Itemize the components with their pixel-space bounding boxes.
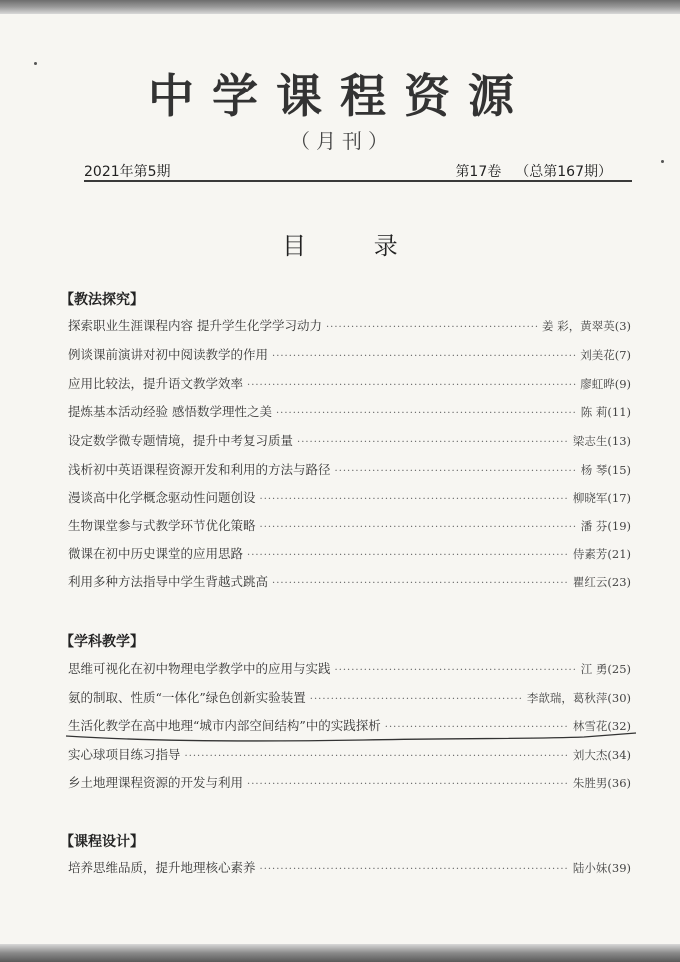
entry-author: 侍素芳(21) — [572, 547, 631, 561]
scan-speck — [661, 160, 664, 163]
entry-author: 林雪花(32) — [572, 719, 631, 733]
entry-title: 培养思维品质，提升地理核心素养 — [68, 860, 256, 875]
toc-entry[interactable] — [68, 374, 631, 392]
entry-author: 廖虹晔(9) — [580, 377, 631, 391]
toc-entry[interactable] — [68, 659, 631, 677]
entry-title: 利用多种方法指导中学生背越式跳高 — [68, 574, 269, 589]
toc-entry[interactable] — [68, 402, 631, 420]
toc-entry[interactable] — [68, 316, 631, 334]
entry-author: 李歆瑞，葛秋萍(30) — [526, 691, 631, 705]
leader-dots — [272, 351, 576, 362]
entry-title: 漫谈高中化学概念驱动性问题创设 — [68, 490, 256, 505]
leader-dots — [185, 751, 569, 762]
entry-author: 刘大杰(34) — [572, 748, 631, 762]
toc-entry[interactable] — [68, 431, 631, 449]
entry-title: 生物课堂参与式教学环节优化策略 — [68, 518, 256, 533]
toc-entry[interactable] — [68, 716, 631, 734]
toc-entry[interactable] — [68, 460, 631, 478]
header-rule — [84, 180, 632, 182]
leader-dots — [247, 779, 569, 790]
leader-dots — [297, 437, 569, 448]
entry-title: 设定数学微专题情境，提升中考复习质量 — [68, 433, 294, 448]
scan-speck — [34, 62, 37, 65]
leader-dots — [326, 322, 538, 333]
toc-entry[interactable] — [68, 858, 631, 876]
toc-heading: 目 录 — [282, 232, 398, 260]
leader-dots — [385, 722, 569, 733]
leader-dots — [247, 550, 569, 561]
leader-dots — [310, 694, 523, 705]
entry-title: 实心球项目练习指导 — [68, 747, 181, 762]
entry-author: 杨 琴(15) — [580, 463, 631, 477]
entry-title: 应用比较法，提升语文教学效率 — [68, 376, 244, 391]
volume-info — [455, 161, 612, 181]
section-heading: 【课程设计】 — [60, 834, 144, 850]
scan-bottom-edge — [0, 944, 680, 962]
entry-author: 潘 芬(19) — [580, 519, 631, 533]
volume: 第17卷 — [455, 164, 502, 180]
leader-dots — [260, 522, 577, 533]
entry-author: 梁志生(13) — [572, 434, 631, 448]
journal-title: 中学课程资源 — [148, 69, 532, 123]
toc-entry[interactable] — [68, 745, 631, 763]
leader-dots — [247, 380, 576, 391]
leader-dots — [276, 408, 577, 419]
entry-author: 朱胜男(36) — [572, 776, 631, 790]
entry-title: 提炼基本活动经验 感悟数学理性之美 — [68, 404, 272, 419]
toc-entry[interactable] — [68, 488, 631, 506]
leader-dots — [335, 665, 577, 676]
entry-author: 瞿红云(23) — [572, 575, 631, 589]
entry-author: 姜 彩，黄翠英(3) — [542, 319, 631, 333]
entry-title: 探索职业生涯课程内容 提升学生化学学习动力 — [68, 318, 322, 333]
leader-dots — [260, 494, 569, 505]
entry-author: 陈 莉(11) — [580, 405, 631, 419]
issue-number: 2021年第5期 — [84, 164, 171, 180]
entry-title: 乡土地理课程资源的开发与利用 — [68, 775, 244, 790]
section-heading: 【学科教学】 — [60, 634, 144, 650]
journal-subtitle: （月刊） — [290, 129, 394, 153]
total-issue: （总第167期） — [515, 164, 612, 180]
entry-author: 刘美花(7) — [580, 348, 631, 362]
leader-dots — [272, 578, 569, 589]
section-heading: 【教法探究】 — [60, 292, 144, 308]
toc-entry[interactable] — [68, 345, 631, 363]
toc-entry[interactable] — [68, 544, 631, 562]
toc-entry[interactable] — [68, 688, 631, 706]
entry-author: 柳晓军(17) — [572, 491, 631, 505]
entry-title: 思维可视化在初中物理电学教学中的应用与实践 — [68, 661, 331, 676]
leader-dots — [335, 466, 577, 477]
entry-title: 微课在初中历史课堂的应用思路 — [68, 546, 244, 561]
entry-title: 浅析初中英语课程资源开发和利用的方法与路径 — [68, 462, 331, 477]
entry-title: 氨的制取、性质“一体化”绿色创新实验装置 — [68, 690, 306, 705]
entry-author: 陆小妹(39) — [572, 861, 631, 875]
scan-top-edge — [0, 0, 680, 14]
toc-entry[interactable] — [68, 773, 631, 791]
toc-entry[interactable] — [68, 572, 631, 590]
leader-dots — [260, 864, 569, 875]
entry-title: 例谈课前演讲对初中阅读教学的作用 — [68, 347, 269, 362]
entry-author: 江 勇(25) — [580, 662, 631, 676]
entry-title: 生活化教学在高中地理“城市内部空间结构”中的实践探析 — [68, 718, 381, 733]
toc-entry[interactable] — [68, 516, 631, 534]
handwritten-underline — [64, 732, 638, 746]
